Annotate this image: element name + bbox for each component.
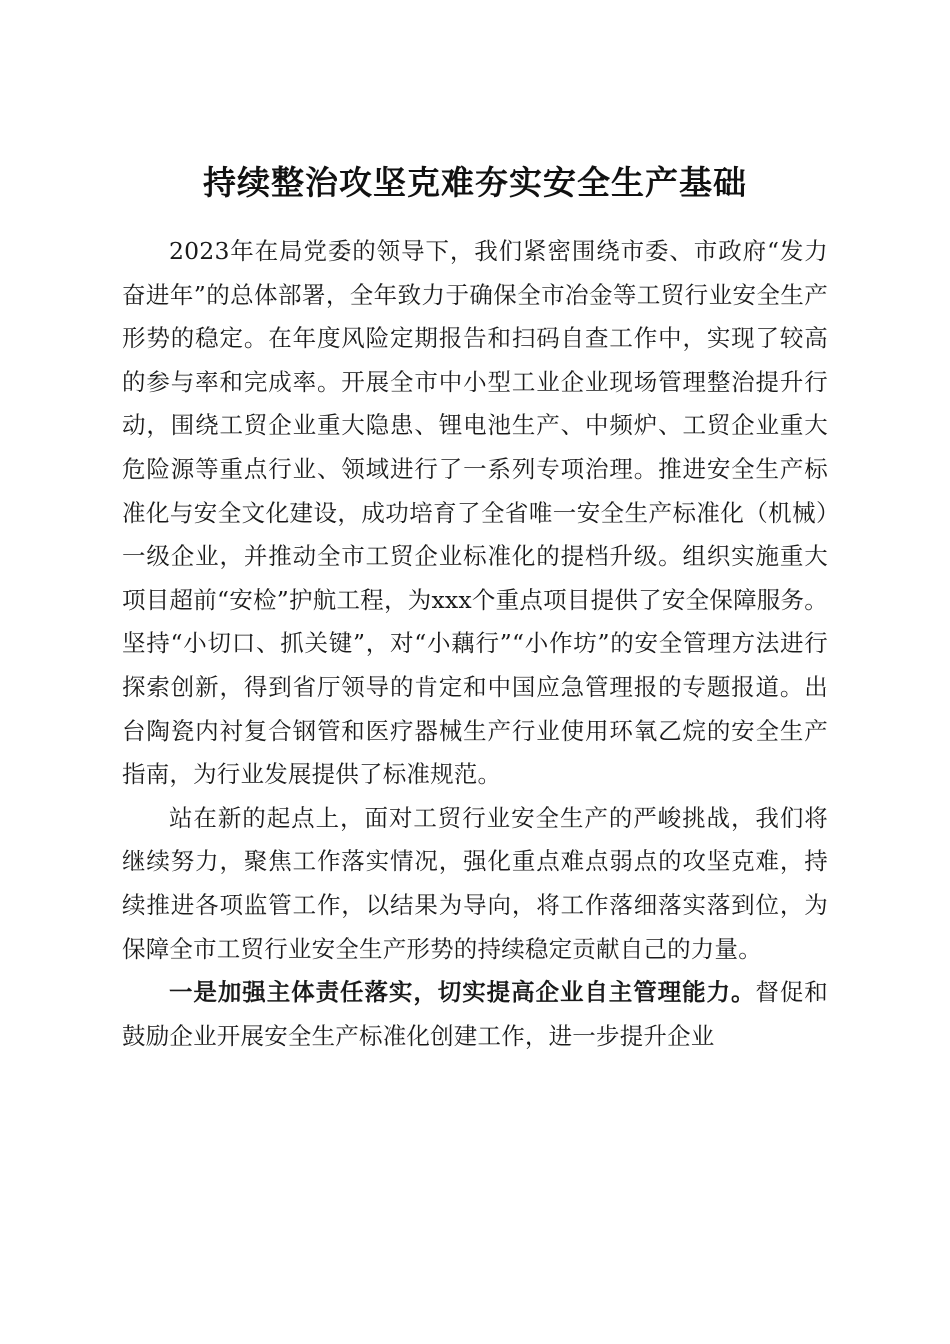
paragraph-2-text: 站在新的起点上，面对工贸行业安全生产的严峻挑战，我们将继续努力，聚焦工作落实情况，强化重点难点弱点的攻坚克难，持续推进各项监管工作，以结果为导向，将工作落细落实落到位，为保障全市工贸行业安全生产形势的持续稳定贡献自己的力量。 [122,803,828,963]
paragraph-2 [122,797,828,971]
paragraph-3-lead: 一是加强主体责任落实，切实提高企业自主管理能力。 [169,978,756,1007]
document-title: 持续整治攻坚克难夯实安全生产基础 [203,163,747,203]
paragraph-3 [122,971,828,1058]
document-body [122,230,828,1058]
paragraph-3-text: 督促和鼓励企业开展安全生产标准化创建工作，进一步提升企业 [122,978,828,1050]
paragraph-1 [122,230,828,797]
paragraph-1-text: 2023年在局党委的领导下，我们紧密围绕市委、市政府“发力奋进年”的总体部署，全年致力于确保全市冶金等工贸行业安全生产形势的稳定。在年度风险定期报告和扫码自查工作中，实现了较高的参与率和完成率。开展全市中小型工业企业现场管理整治提升行动，围绕工贸企业重大隐患、锂电池生产、中频炉、工贸企业重大危险源等重点行业、领域进行了一系列专项治理。推进安全生产标准化与安全文化建设，成功培育了全省唯一安全生产标准化（机械）一级企业，并推动全市工贸企业标准化的提档升级。组织实施重大项目超前“安检”护航工程，为xxx个重点项目提供了安全保障服务。坚持“小切口、抓关键”，对“小藕行”“小作坊”的安全管理方法进行探索创新，得到省厅领导的肯定和中国应急管理报的专题报道。出台陶瓷内衬复合钢管和医疗器械生产行业使用环氧乙烷的安全生产指南，为行业发展提供了标准规范。 [122,237,828,789]
